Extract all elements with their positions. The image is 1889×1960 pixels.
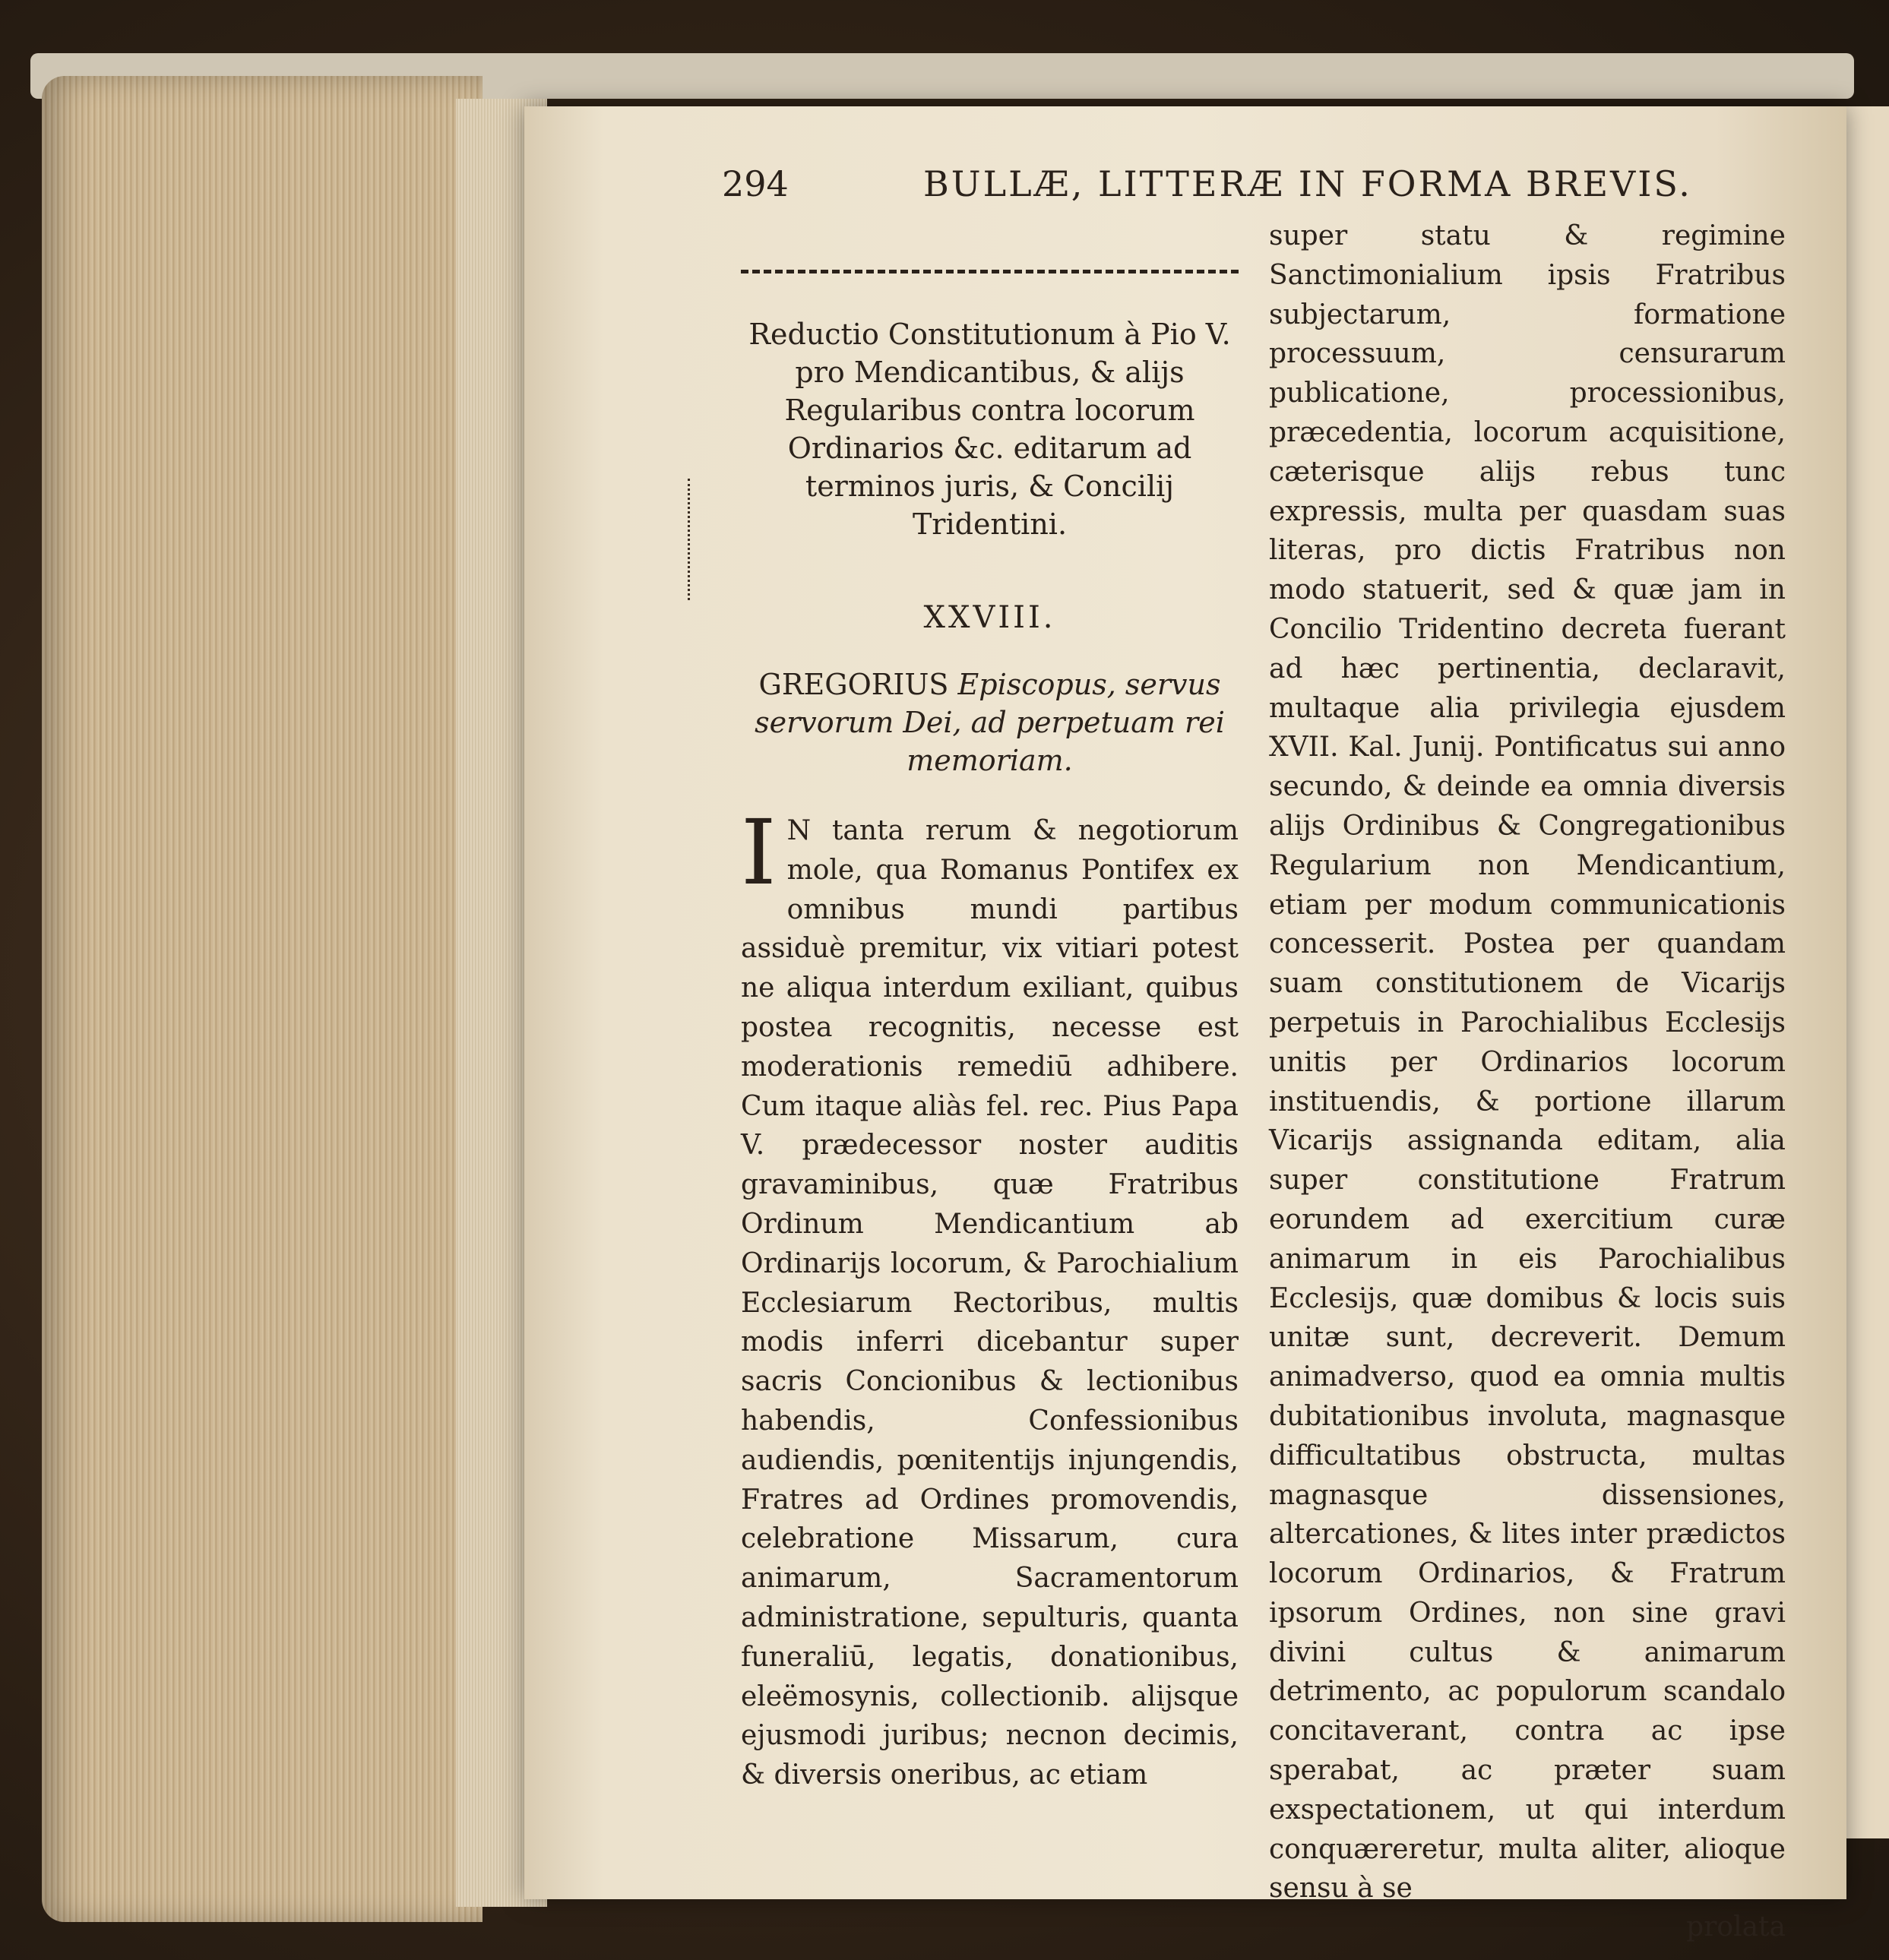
catchword: prolata: [1686, 1911, 1786, 1943]
right-column: [1269, 217, 1786, 1943]
page-number: 294: [722, 163, 789, 204]
left-column: [741, 315, 1239, 1795]
salutation-name: GREGORIUS: [758, 668, 949, 701]
drop-cap: I: [741, 800, 777, 905]
section-numeral: XXVIII.: [923, 600, 1056, 635]
salutation-rest: Episcopus, servus servorum Dei, ad perpetuam rei memoriam.: [755, 668, 1225, 777]
right-body-text: super statu & regimine Sanctimonialium ipsis Fratribus subjectarum, formatione processuum, censurarum publicatione, processionibus, præcedentia, locorum acquisitione, cæterisque alijs rebus tunc expressis, multa per quasdam suas literas, pro dictis Fratribus non modo statuerit, sed & quæ jam in Concilio Tridentino decreta fuerant ad hæc pertinentia, declaravit, multaque alia privilegia ejusdem XVII. Kal. Junij. Pontificatus sui anno secundo, & deinde ea omnia diversis alijs Ordinibus & Congregationibus Regularium non Mendicantium, etiam per modum communicationis concesserit. Postea per quandam suam constitutionem de Vicarijs perpetuis in Parochialibus Ecclesijs unitis per Ordinarios locorum instituendis, & portione illarum Vicarijs assignanda editam, alia super constitutione Fratrum eorundem ad exercitium curæ animarum in eis Parochialibus Ecclesijs, quæ domibus & locis suis unitæ sunt, decreverit. Demum animadverso, quod ea omnia multis dubitationibus involuta, magnasque difficultatibus obstructa, multas magnasque dissensiones, altercationes, & lites inter prædictos locorum Ordinarios, & Fratrum ipsorum Ordines, non sine gravi divini cultus & animarum detrimento, ac populorum scandalo concitaverant, contra ac ipse sperabat, ac præter suam exspectationem, ut qui interdum conquæreretur, multa aliter, alioque sensu à se: [1269, 220, 1786, 1905]
section-heading: Reductio Constitutionum à Pio V. pro Mendicantibus, & alijs Regularibus contra locorum Ordinarios &c. editarum ad terminos juris, & Concilij Tridentini.: [748, 318, 1231, 541]
salutation: [741, 665, 1239, 779]
left-body: N tanta rerum & negotiorum mole, qua Romanus Pontifex ex omnibus mundi partibus assiduè premitur, vix vitiari potest ne aliqua interdum exiliant, quibus postea recognitis, necesse est moderationis remediū adhibere. Cum itaque aliàs fel. rec. Pius Papa V. prædecessor noster auditis gravaminibus, quæ Fratribus Ordinum Mendicantium ab Ordinarijs locorum, & Parochialium Ecclesiarum Rectoribus, multis modis inferri dicebantur super sacris Concionibus & lectionibus habendis, Confessionibus audiendis, pœnitentijs injungendis, Fratres ad Ordines promovendis, celebratione Missarum, cura animarum, Sacramentorum administratione, sepulturis, quanta funeraliū, legatis, donationibus, eleëmosynis, collectionib. alijsque ejusmodi juribus; necnon decimis, & diversis oneribus, ac etiam: [741, 815, 1239, 1791]
margin-marks: [688, 479, 705, 600]
decorative-rule: [741, 270, 1239, 273]
running-head: BULLÆ, LITTERÆ IN FORMA BREVIS.: [923, 163, 1692, 204]
left-body-text: [741, 800, 1239, 1795]
page-block-edge: [42, 76, 483, 1922]
